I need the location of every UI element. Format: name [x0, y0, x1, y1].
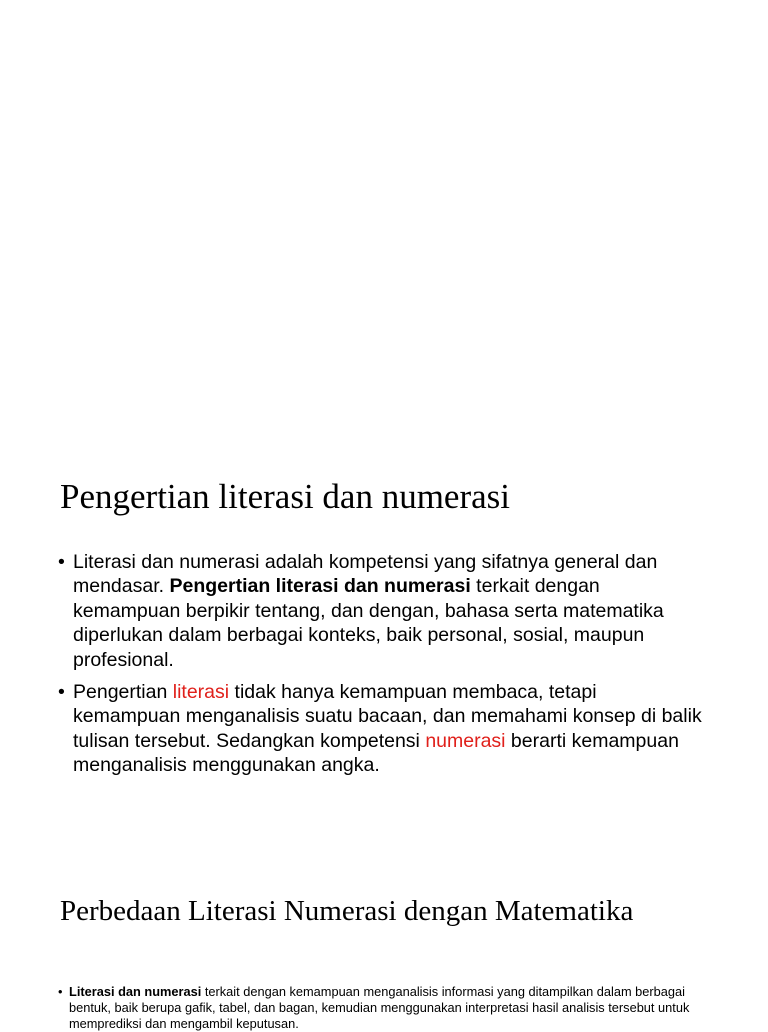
- bold-term: Pengertian literasi dan numerasi: [169, 575, 471, 598]
- bold-term: Literasi dan numerasi: [69, 984, 202, 999]
- bullet-dot: •: [58, 984, 63, 999]
- bullet-list: [58, 550, 708, 786]
- bullet-text: Literasi dan numerasi adalah kompetensi yang sifatnya general dan mendasar.: [73, 551, 658, 598]
- bullet-text: berarti kemampuan menganalisis menggunakan angka.: [73, 729, 679, 777]
- bullet-text: terkait dengan kemampuan menganalisis informasi yang ditampilkan dalam berbagai bentuk, baik berupa gafik, tabel, dan bagan, kemudian menggunakan interpretasi hasil analisis tersebut untuk memprediksi dan mengambil keputusan.: [69, 984, 690, 1031]
- bullet-item: [58, 550, 708, 672]
- bullet-item: [58, 984, 698, 1032]
- bullet-list: [58, 984, 698, 1032]
- bullet-dot: •: [58, 681, 65, 704]
- bullet-item: [58, 680, 708, 778]
- bullet-text: tidak hanya kemampuan membaca, tetapi kemampuan menganalisis suatu bacaan, dan memahami konsep di balik tulisan tersebut. Sedangkan kompetensi: [73, 681, 702, 752]
- bullet-dot: •: [58, 551, 65, 573]
- slide-title: Perbedaan Literasi Numerasi dengan Matematika: [60, 895, 634, 927]
- highlight-numerasi: numerasi: [425, 729, 506, 752]
- highlight-literasi: literasi: [172, 681, 230, 704]
- slide-title: Pengertian literasi dan numerasi: [60, 477, 510, 516]
- bullet-text: Pengertian: [73, 681, 173, 704]
- bullet-text: terkait dengan kemampuan berpikir tentang, dan dengan, bahasa serta matematika diperlukan dalam berbagai konteks, baik personal, sosial, maupun profesional.: [73, 575, 664, 671]
